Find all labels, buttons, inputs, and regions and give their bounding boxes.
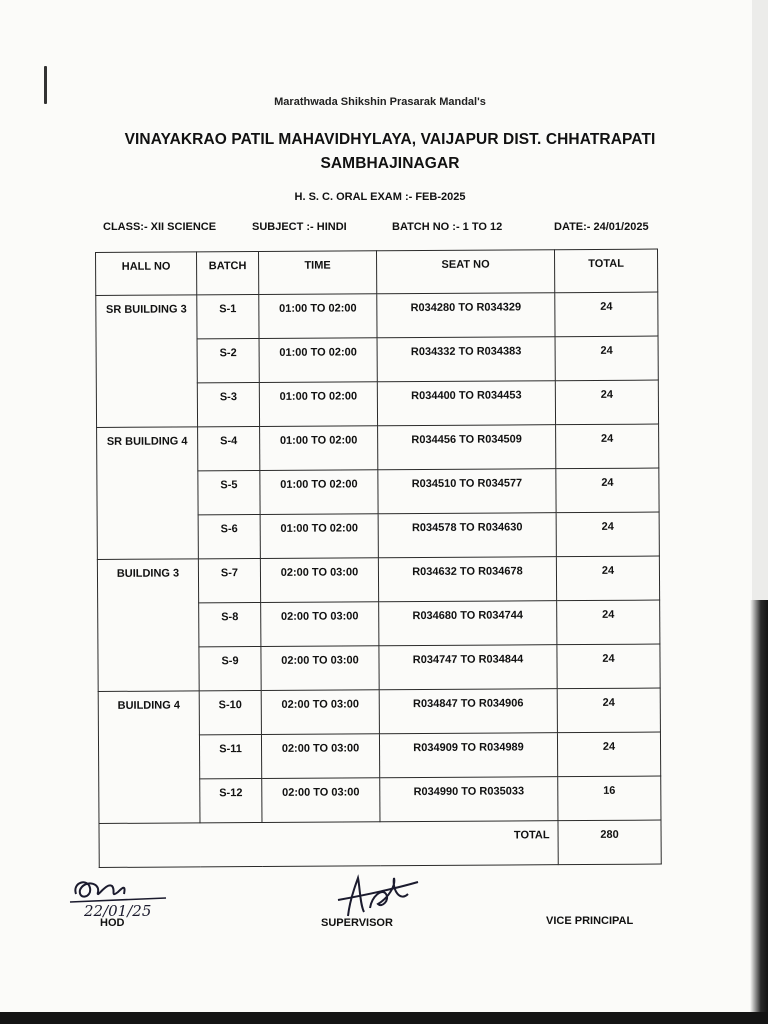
- exam-title: H. S. C. ORAL EXAM :- FEB-2025: [294, 191, 466, 203]
- hod-signature: [66, 872, 176, 922]
- batch-cell: S-9: [199, 646, 261, 690]
- time-cell: 01:00 TO 02:00: [259, 294, 377, 339]
- column-header: TIME: [259, 251, 377, 295]
- supervisor-signature: [330, 868, 430, 924]
- hall-cell: SR BUILDING 3: [96, 295, 198, 428]
- table-row: [96, 292, 658, 339]
- total-cell: 24: [557, 644, 660, 689]
- time-cell: 01:00 TO 02:00: [259, 382, 377, 427]
- scan-edge-shadow: [750, 600, 768, 1024]
- total-cell: 24: [556, 468, 659, 513]
- schedule-table: [95, 249, 662, 868]
- time-cell: 02:00 TO 03:00: [261, 734, 379, 779]
- date-label: DATE:- 24/01/2025: [554, 221, 649, 233]
- total-cell: 24: [555, 292, 658, 337]
- time-cell: 01:00 TO 02:00: [260, 514, 378, 559]
- subject-label: SUBJECT :- HINDI: [252, 221, 347, 233]
- total-cell: 24: [556, 556, 659, 601]
- seat-cell: R034578 TO R034630: [378, 513, 556, 558]
- table-row: [97, 556, 659, 603]
- total-cell: 24: [556, 512, 659, 557]
- college-name-line2: SAMBHAJINAGAR: [320, 155, 460, 172]
- vice-principal-label: VICE PRINCIPAL: [546, 915, 634, 927]
- total-cell: 24: [557, 688, 660, 733]
- college-name-line1: VINAYAKRAO PATIL MAHAVIDHYLAYA, VAIJAPUR DIST. CHHATRAPATI: [124, 131, 656, 148]
- time-cell: 01:00 TO 02:00: [259, 338, 377, 383]
- hod-handwritten-date: 22/01/25: [84, 902, 152, 920]
- seat-cell: R034632 TO R034678: [378, 557, 556, 602]
- hall-cell: BUILDING 3: [97, 559, 199, 692]
- seat-cell: R034400 TO R034453: [377, 381, 555, 426]
- hall-cell: SR BUILDING 4: [97, 427, 199, 560]
- total-cell: 24: [557, 600, 660, 645]
- seat-cell: R034990 TO R035033: [380, 777, 558, 822]
- time-cell: 02:00 TO 03:00: [261, 602, 379, 647]
- seat-cell: R034456 TO R034509: [378, 425, 556, 470]
- total-cell: 24: [556, 424, 659, 469]
- class-label: CLASS:- XII SCIENCE: [103, 221, 217, 233]
- seat-cell: R034747 TO R034844: [379, 645, 557, 690]
- time-cell: 02:00 TO 03:00: [262, 778, 380, 823]
- batch-range-label: BATCH NO :- 1 TO 12: [392, 221, 503, 233]
- total-cell: 24: [555, 380, 658, 425]
- time-cell: 01:00 TO 02:00: [260, 470, 378, 515]
- batch-cell: S-3: [197, 382, 259, 426]
- grand-total-value: 280: [558, 820, 661, 865]
- seat-cell: R034280 TO R034329: [377, 293, 555, 338]
- college-name: [110, 128, 670, 176]
- seat-cell: R034909 TO R034989: [379, 733, 557, 778]
- time-cell: 02:00 TO 03:00: [261, 646, 379, 691]
- batch-cell: S-1: [197, 295, 259, 339]
- time-cell: 01:00 TO 02:00: [260, 426, 378, 471]
- scan-bottom-edge: [0, 1012, 768, 1024]
- batch-cell: S-4: [198, 426, 260, 470]
- grand-total-row: [99, 820, 661, 867]
- batch-cell: S-12: [200, 778, 262, 822]
- column-header: TOTAL: [554, 249, 657, 293]
- seat-cell: R034510 TO R034577: [378, 469, 556, 514]
- seat-cell: R034332 TO R034383: [377, 337, 555, 382]
- batch-cell: S-5: [198, 470, 260, 514]
- batch-cell: S-2: [197, 338, 259, 382]
- batch-cell: S-8: [199, 602, 261, 646]
- table-row: [98, 688, 660, 735]
- batch-cell: S-11: [199, 734, 261, 778]
- total-label: TOTAL: [99, 821, 558, 868]
- organization-name: Marathwada Shikshin Prasarak Mandal's: [274, 96, 486, 108]
- batch-cell: S-10: [199, 690, 261, 734]
- time-cell: 02:00 TO 03:00: [261, 690, 379, 735]
- batch-cell: S-6: [198, 514, 260, 558]
- seat-cell: R034680 TO R034744: [379, 601, 557, 646]
- total-cell: 24: [557, 732, 660, 777]
- supervisor-label: SUPERVISOR: [321, 917, 393, 929]
- batch-cell: S-7: [198, 558, 260, 602]
- column-header: HALL NO: [96, 252, 197, 296]
- time-cell: 02:00 TO 03:00: [260, 558, 378, 603]
- column-header: BATCH: [197, 252, 259, 295]
- table-header-row: [96, 249, 658, 295]
- hall-cell: BUILDING 4: [98, 691, 200, 824]
- total-cell: 24: [555, 336, 658, 381]
- hod-label: HOD: [100, 917, 125, 929]
- seat-cell: R034847 TO R034906: [379, 689, 557, 734]
- total-cell: 16: [558, 776, 661, 821]
- table-row: [97, 424, 659, 471]
- column-header: SEAT NO: [376, 250, 554, 294]
